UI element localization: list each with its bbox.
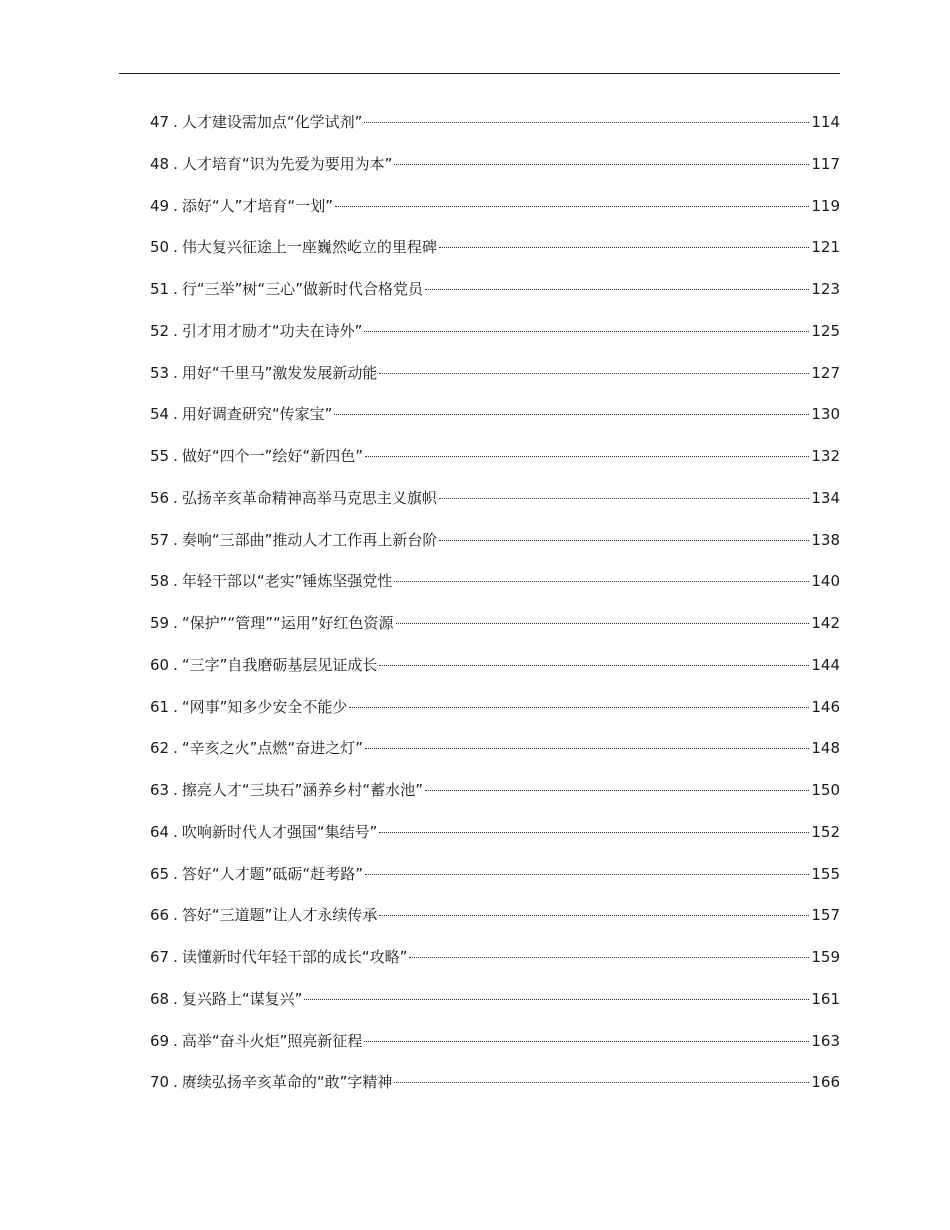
toc-entry-separator: .	[173, 196, 178, 215]
toc-dot-leader	[396, 623, 810, 624]
toc-entry-title: 人才建设需加点“化学试剂”	[181, 113, 363, 131]
toc-entry-page-number: 127	[811, 363, 840, 382]
toc-entry-number: 69	[150, 1031, 170, 1050]
toc-entry-number: 57	[150, 530, 170, 549]
toc-dot-leader	[365, 874, 809, 875]
toc-entry[interactable]	[150, 821, 840, 863]
toc-entry-number: 53	[150, 363, 170, 382]
toc-entry-separator: .	[173, 238, 178, 257]
toc-entry-separator: .	[173, 488, 178, 507]
toc-entry-separator: .	[173, 864, 178, 883]
toc-dot-leader	[409, 957, 809, 958]
toc-entry-title: 答好“人才题”砥砺“赶考路”	[181, 864, 363, 883]
toc-entry-number: 70	[150, 1073, 170, 1092]
toc-dot-leader	[379, 832, 809, 833]
toc-entry-separator: .	[173, 405, 178, 424]
toc-entry-page-number: 150	[811, 781, 840, 799]
toc-entry-number: 59	[150, 614, 170, 632]
toc-entry-title: 引才用才励才“功夫在诗外”	[181, 321, 363, 340]
toc-entry-page-number: 152	[811, 822, 840, 841]
toc-entry-separator: .	[173, 614, 178, 632]
toc-entry-title: “网事”知多少安全不能少	[181, 697, 348, 716]
toc-entry-number: 56	[150, 488, 170, 507]
toc-entry-separator: .	[173, 906, 178, 925]
toc-entry[interactable]	[150, 904, 840, 946]
toc-entry-separator: .	[173, 572, 178, 591]
toc-entry-title: 复兴路上“谋复兴”	[181, 989, 303, 1008]
toc-entry[interactable]	[150, 320, 840, 362]
toc-entry-page-number: 144	[811, 655, 840, 674]
toc-entry-separator: .	[173, 697, 178, 716]
toc-entry[interactable]	[150, 362, 840, 404]
toc-entry[interactable]	[150, 487, 840, 529]
toc-entry-separator: .	[173, 739, 178, 758]
toc-entry[interactable]	[150, 1030, 840, 1072]
toc-entry[interactable]	[150, 403, 840, 445]
toc-entry-number: 63	[150, 781, 170, 799]
toc-entry-separator: .	[173, 113, 178, 131]
toc-entry-page-number: 132	[811, 447, 840, 465]
toc-entry-number: 51	[150, 280, 170, 298]
toc-entry[interactable]	[150, 737, 840, 779]
toc-entry-number: 62	[150, 739, 170, 758]
toc-entry[interactable]	[150, 863, 840, 905]
toc-entry-page-number: 166	[811, 1073, 840, 1092]
toc-entry-page-number: 117	[811, 154, 840, 173]
toc-entry-title: 奏响“三部曲”推动人才工作再上新台阶	[181, 530, 438, 549]
toc-entry-page-number: 138	[811, 530, 840, 549]
toc-dot-leader	[365, 456, 809, 457]
toc-dot-leader	[379, 373, 809, 374]
toc-dot-leader	[394, 164, 809, 165]
toc-entry-title: 添好“人”才培育“一划”	[181, 196, 333, 215]
toc-entry[interactable]	[150, 779, 840, 821]
toc-entry-separator: .	[173, 781, 178, 799]
toc-dot-leader	[365, 748, 809, 749]
toc-entry-separator: .	[173, 1073, 178, 1092]
toc-entry-title: 年轻干部以“老实”锤炼坚强党性	[181, 572, 393, 591]
toc-entry-page-number: 161	[811, 989, 840, 1008]
toc-entry-number: 54	[150, 405, 170, 424]
toc-entry-title: 赓续弘扬辛亥革命的“敢”字精神	[181, 1073, 393, 1092]
toc-entry-title: 行“三举”树“三心”做新时代合格党员	[181, 280, 423, 298]
toc-entry[interactable]	[150, 654, 840, 696]
toc-entry-title: “辛亥之火”点燃“奋进之灯”	[181, 739, 363, 758]
toc-entry-title: 擦亮人才“三块石”涵养乡村“蓄水池”	[181, 781, 423, 799]
toc-entry-page-number: 159	[811, 948, 840, 966]
toc-entry-title: “三字”自我磨砺基层见证成长	[181, 655, 378, 674]
toc-entry-number: 64	[150, 822, 170, 841]
toc-entry[interactable]	[150, 570, 840, 612]
toc-entry[interactable]	[150, 278, 840, 320]
toc-entry[interactable]	[150, 153, 840, 195]
toc-dot-leader	[425, 289, 809, 290]
toc-dot-leader	[379, 915, 809, 916]
toc-entry-page-number: 123	[811, 280, 840, 298]
toc-entry-page-number: 121	[811, 238, 840, 257]
toc-dot-leader	[335, 206, 809, 207]
toc-dot-leader	[394, 581, 809, 582]
toc-dot-leader	[439, 498, 809, 499]
toc-entry-page-number: 148	[811, 739, 840, 758]
toc-dot-leader	[364, 1041, 809, 1042]
toc-dot-leader	[425, 790, 809, 791]
table-of-contents	[150, 111, 840, 1113]
toc-entry[interactable]	[150, 612, 840, 654]
toc-entry-title: 用好“千里马”激发发展新动能	[181, 363, 378, 382]
toc-entry[interactable]	[150, 1071, 840, 1113]
toc-entry-page-number: 157	[811, 906, 840, 925]
toc-entry[interactable]	[150, 529, 840, 571]
toc-entry-separator: .	[173, 447, 178, 465]
toc-entry[interactable]	[150, 445, 840, 487]
toc-dot-leader	[439, 540, 809, 541]
toc-dot-leader	[364, 122, 809, 123]
toc-entry-page-number: 140	[811, 572, 840, 591]
toc-entry-separator: .	[173, 1031, 178, 1050]
toc-entry-page-number: 125	[811, 321, 840, 340]
toc-entry-separator: .	[173, 321, 178, 340]
toc-entry-title: 人才培育“识为先爱为要用为本”	[181, 154, 393, 173]
toc-entry-number: 65	[150, 864, 170, 883]
toc-dot-leader	[394, 1082, 809, 1083]
toc-entry-number: 58	[150, 572, 170, 591]
toc-entry[interactable]	[150, 988, 840, 1030]
toc-entry-number: 61	[150, 697, 170, 716]
toc-dot-leader	[364, 331, 809, 332]
toc-entry-number: 55	[150, 447, 170, 465]
toc-entry-page-number: 146	[811, 697, 840, 716]
toc-entry-title: 高举“奋斗火炬”照亮新征程	[181, 1031, 363, 1050]
toc-entry-page-number: 142	[811, 614, 840, 632]
toc-entry-separator: .	[173, 948, 178, 966]
toc-entry-number: 50	[150, 238, 170, 257]
toc-entry-separator: .	[173, 655, 178, 674]
toc-entry-page-number: 130	[811, 405, 840, 424]
toc-entry-separator: .	[173, 154, 178, 173]
toc-entry-number: 48	[150, 154, 170, 173]
toc-entry-separator: .	[173, 280, 178, 298]
toc-entry-title: 伟大复兴征途上一座巍然屹立的里程碑	[181, 238, 437, 257]
toc-entry[interactable]	[150, 696, 840, 738]
toc-entry[interactable]	[150, 946, 840, 988]
toc-entry-title: 做好“四个一”绘好“新四色”	[181, 447, 363, 465]
toc-entry-title: 弘扬辛亥革命精神高举马克思主义旗帜	[181, 488, 437, 507]
toc-entry[interactable]	[150, 111, 840, 153]
toc-entry-number: 47	[150, 113, 170, 131]
toc-entry[interactable]	[150, 236, 840, 278]
toc-dot-leader	[379, 665, 809, 666]
toc-entry-title: “保护”“管理”“运用”好红色资源	[181, 614, 394, 632]
toc-entry-title: 用好调查研究“传家宝”	[181, 405, 333, 424]
toc-entry[interactable]	[150, 195, 840, 237]
toc-entry-separator: .	[173, 530, 178, 549]
toc-entry-page-number: 155	[811, 864, 840, 883]
toc-dot-leader	[304, 999, 809, 1000]
toc-entry-separator: .	[173, 989, 178, 1008]
toc-entry-number: 66	[150, 906, 170, 925]
toc-entry-title: 答好“三道题”让人才永续传承	[181, 906, 378, 925]
toc-entry-page-number: 114	[811, 113, 840, 131]
toc-entry-number: 49	[150, 196, 170, 215]
toc-dot-leader	[334, 414, 809, 415]
toc-dot-leader	[439, 247, 809, 248]
toc-entry-page-number: 119	[811, 196, 840, 215]
toc-entry-title: 读懂新时代年轻干部的成长“攻略”	[181, 948, 408, 966]
toc-entry-separator: .	[173, 363, 178, 382]
toc-entry-page-number: 134	[811, 488, 840, 507]
toc-entry-number: 60	[150, 655, 170, 674]
toc-entry-title: 吹响新时代人才强国“集结号”	[181, 822, 378, 841]
header-rule	[119, 73, 840, 74]
toc-entry-page-number: 163	[811, 1031, 840, 1050]
toc-entry-separator: .	[173, 822, 178, 841]
toc-entry-number: 68	[150, 989, 170, 1008]
toc-dot-leader	[349, 707, 809, 708]
toc-entry-number: 67	[150, 948, 170, 966]
toc-entry-number: 52	[150, 321, 170, 340]
